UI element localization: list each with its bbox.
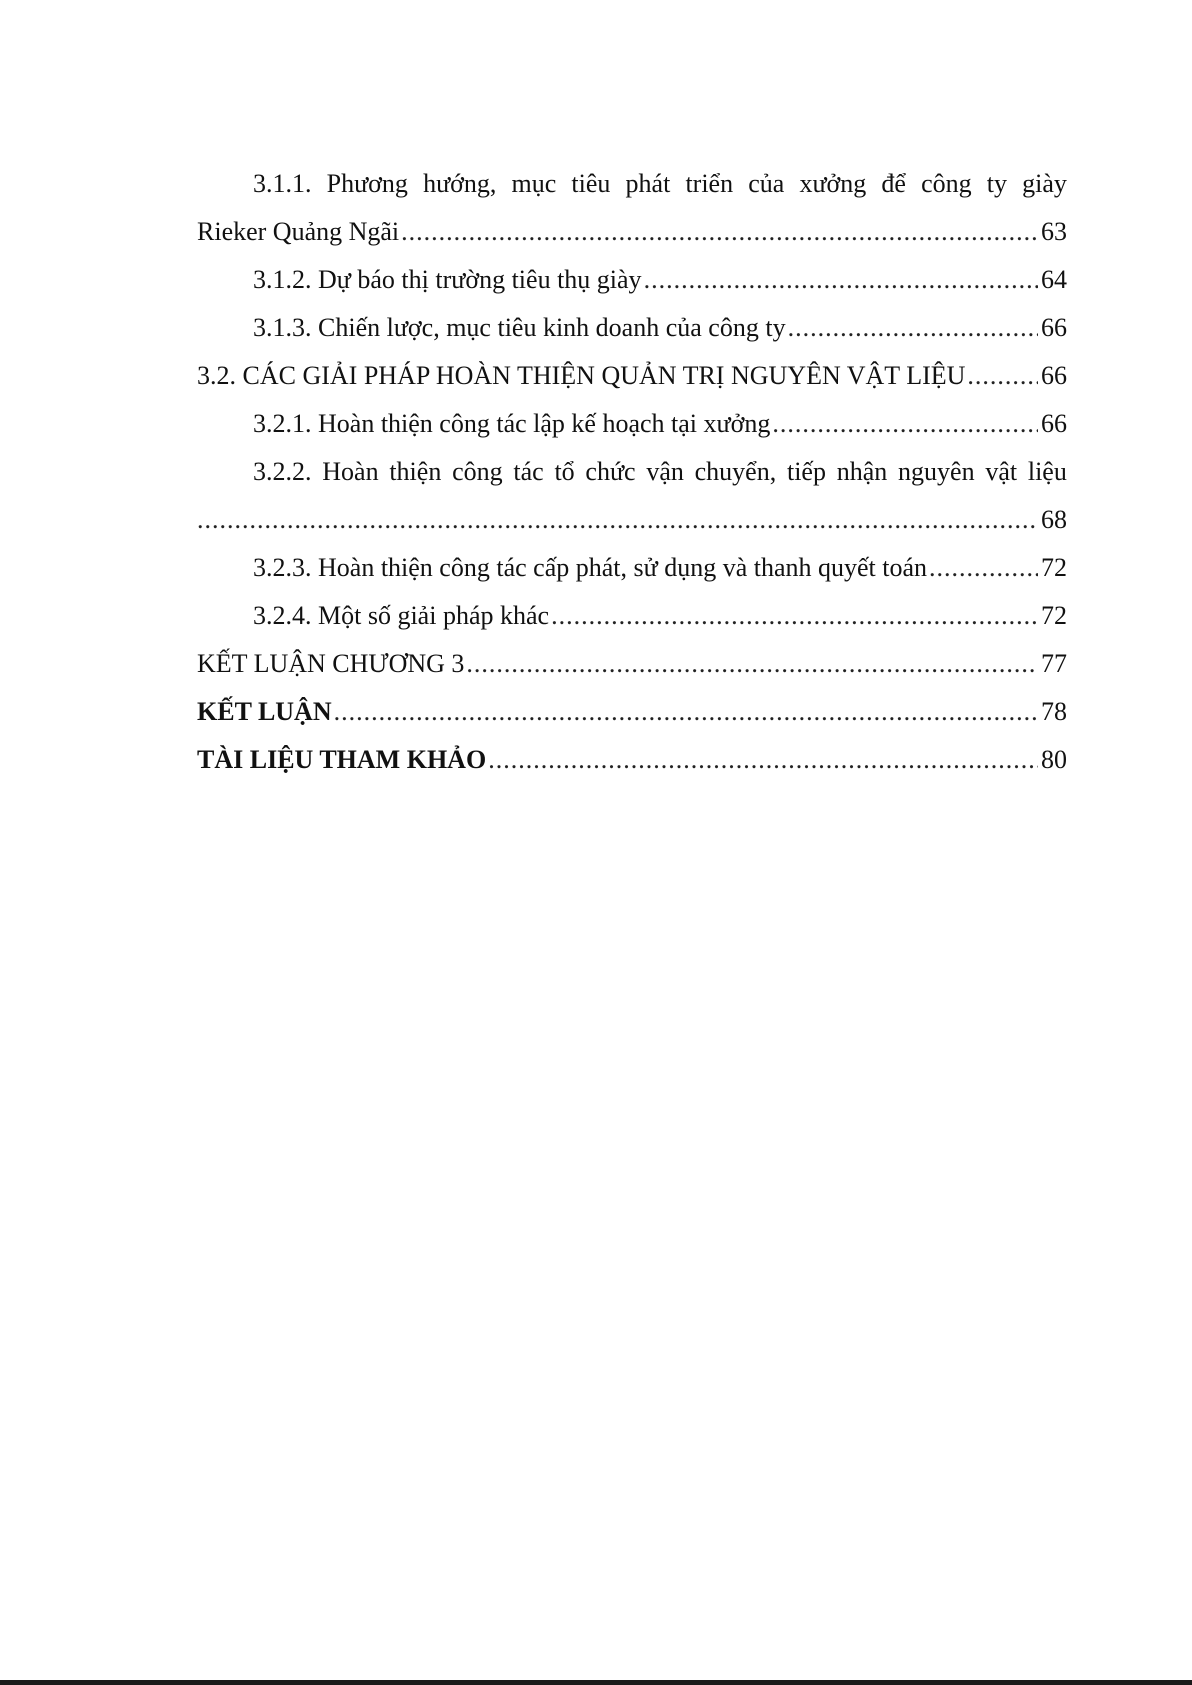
- toc-leader-dots: [334, 688, 1038, 736]
- toc-page-number: 66: [1041, 361, 1067, 390]
- toc-leader-dots: [644, 256, 1038, 304]
- toc-word: giày: [1022, 169, 1067, 198]
- toc-word: nhận: [836, 457, 888, 486]
- toc-word: 3.1.1.: [253, 169, 312, 198]
- toc-entry-label: Rieker Quảng Ngãi: [197, 217, 400, 246]
- toc-leader-dots: [551, 592, 1038, 640]
- toc-word: tổ: [554, 457, 575, 486]
- toc-word: 3.2.2.: [253, 457, 312, 486]
- toc-word: ty: [986, 169, 1007, 198]
- toc-entry-3-1-3[interactable]: [197, 304, 1067, 352]
- toc-word: Phương: [326, 169, 408, 198]
- toc-word: công: [452, 457, 503, 486]
- toc-entry-3-1-1-line1[interactable]: [197, 160, 1067, 208]
- toc-entry-3-2-2-line2[interactable]: [197, 496, 1067, 544]
- toc-word: xưởng: [799, 169, 867, 198]
- toc-leader-dots: [967, 352, 1038, 400]
- toc-word: liệu: [1027, 457, 1067, 486]
- toc-entry-label: 3.1.3. Chiến lược, mục tiêu kinh doanh của công ty: [253, 313, 786, 342]
- toc-entry-label: KẾT LUẬN CHƯƠNG 3: [197, 649, 465, 678]
- toc-page-number: 77: [1041, 649, 1067, 678]
- toc-word: phát: [625, 169, 671, 198]
- toc-entry-3-2-3[interactable]: [197, 544, 1067, 592]
- toc-word: tiếp: [786, 457, 826, 486]
- toc-leader-dots: [772, 400, 1038, 448]
- toc-word: chuyển,: [694, 457, 777, 486]
- toc-entry-chapter-3-conclusion[interactable]: [197, 640, 1067, 688]
- toc-entry-label: 3.2. CÁC GIẢI PHÁP HOÀN THIỆN QUẢN TRỊ NGUYÊN VẬT LIỆU: [197, 361, 966, 390]
- toc-word: triển: [685, 169, 734, 198]
- toc-leader-dots: [788, 304, 1038, 352]
- toc-word: Hoàn: [322, 457, 379, 486]
- toc-word: tiêu: [571, 169, 611, 198]
- toc-word: hướng,: [423, 169, 497, 198]
- toc-leader-dots: [197, 496, 1038, 544]
- toc-leader-dots: [401, 208, 1038, 256]
- toc-leader-dots: [488, 736, 1038, 784]
- toc-leader-dots: [466, 640, 1038, 688]
- toc-word: vận: [646, 457, 684, 486]
- toc-entry-3-2[interactable]: [197, 352, 1067, 400]
- toc-entry-3-2-1[interactable]: [197, 400, 1067, 448]
- toc-entry-3-2-2-line1[interactable]: [197, 448, 1067, 496]
- toc-entry-label: 3.2.4. Một số giải pháp khác: [253, 601, 550, 630]
- toc-entry-label: 3.2.1. Hoàn thiện công tác lập kế hoạch tại xưởng: [253, 409, 771, 438]
- toc-word: mục: [511, 169, 557, 198]
- toc-page-number: 63: [1041, 217, 1067, 246]
- toc-entry-references[interactable]: [197, 736, 1067, 784]
- toc-page-number: 66: [1041, 313, 1067, 342]
- toc-entry-label: KẾT LUẬN: [197, 697, 332, 726]
- toc-page-number: 72: [1041, 601, 1067, 630]
- toc-word: chức: [585, 457, 636, 486]
- toc-entry-3-2-4[interactable]: [197, 592, 1067, 640]
- toc-entry-conclusion[interactable]: [197, 688, 1067, 736]
- toc-word: của: [748, 169, 785, 198]
- toc-page-number: 80: [1041, 745, 1067, 774]
- toc-word: tác: [513, 457, 544, 486]
- toc-page-number: 68: [1041, 505, 1067, 534]
- toc-entry-3-1-2[interactable]: [197, 256, 1067, 304]
- toc-word: để: [881, 169, 906, 198]
- toc-word: công: [921, 169, 972, 198]
- toc-word: nguyên: [898, 457, 975, 486]
- toc-word: thiện: [389, 457, 442, 486]
- toc-entry-label: TÀI LIỆU THAM KHẢO: [197, 745, 487, 774]
- toc-leader-dots: [929, 544, 1038, 592]
- toc-page-number: 78: [1041, 697, 1067, 726]
- toc-entry-label: 3.1.2. Dự báo thị trường tiêu thụ giày: [253, 265, 642, 294]
- table-of-contents: [197, 160, 1067, 784]
- toc-page-number: 64: [1041, 265, 1067, 294]
- toc-entry-label: 3.2.3. Hoàn thiện công tác cấp phát, sử dụng và thanh quyết toán: [253, 553, 928, 582]
- toc-page-number: 66: [1041, 409, 1067, 438]
- toc-word: vật: [985, 457, 1018, 486]
- toc-entry-3-1-1-line2[interactable]: [197, 208, 1067, 256]
- page-bottom-border: [0, 1680, 1192, 1685]
- toc-page-number: 72: [1041, 553, 1067, 582]
